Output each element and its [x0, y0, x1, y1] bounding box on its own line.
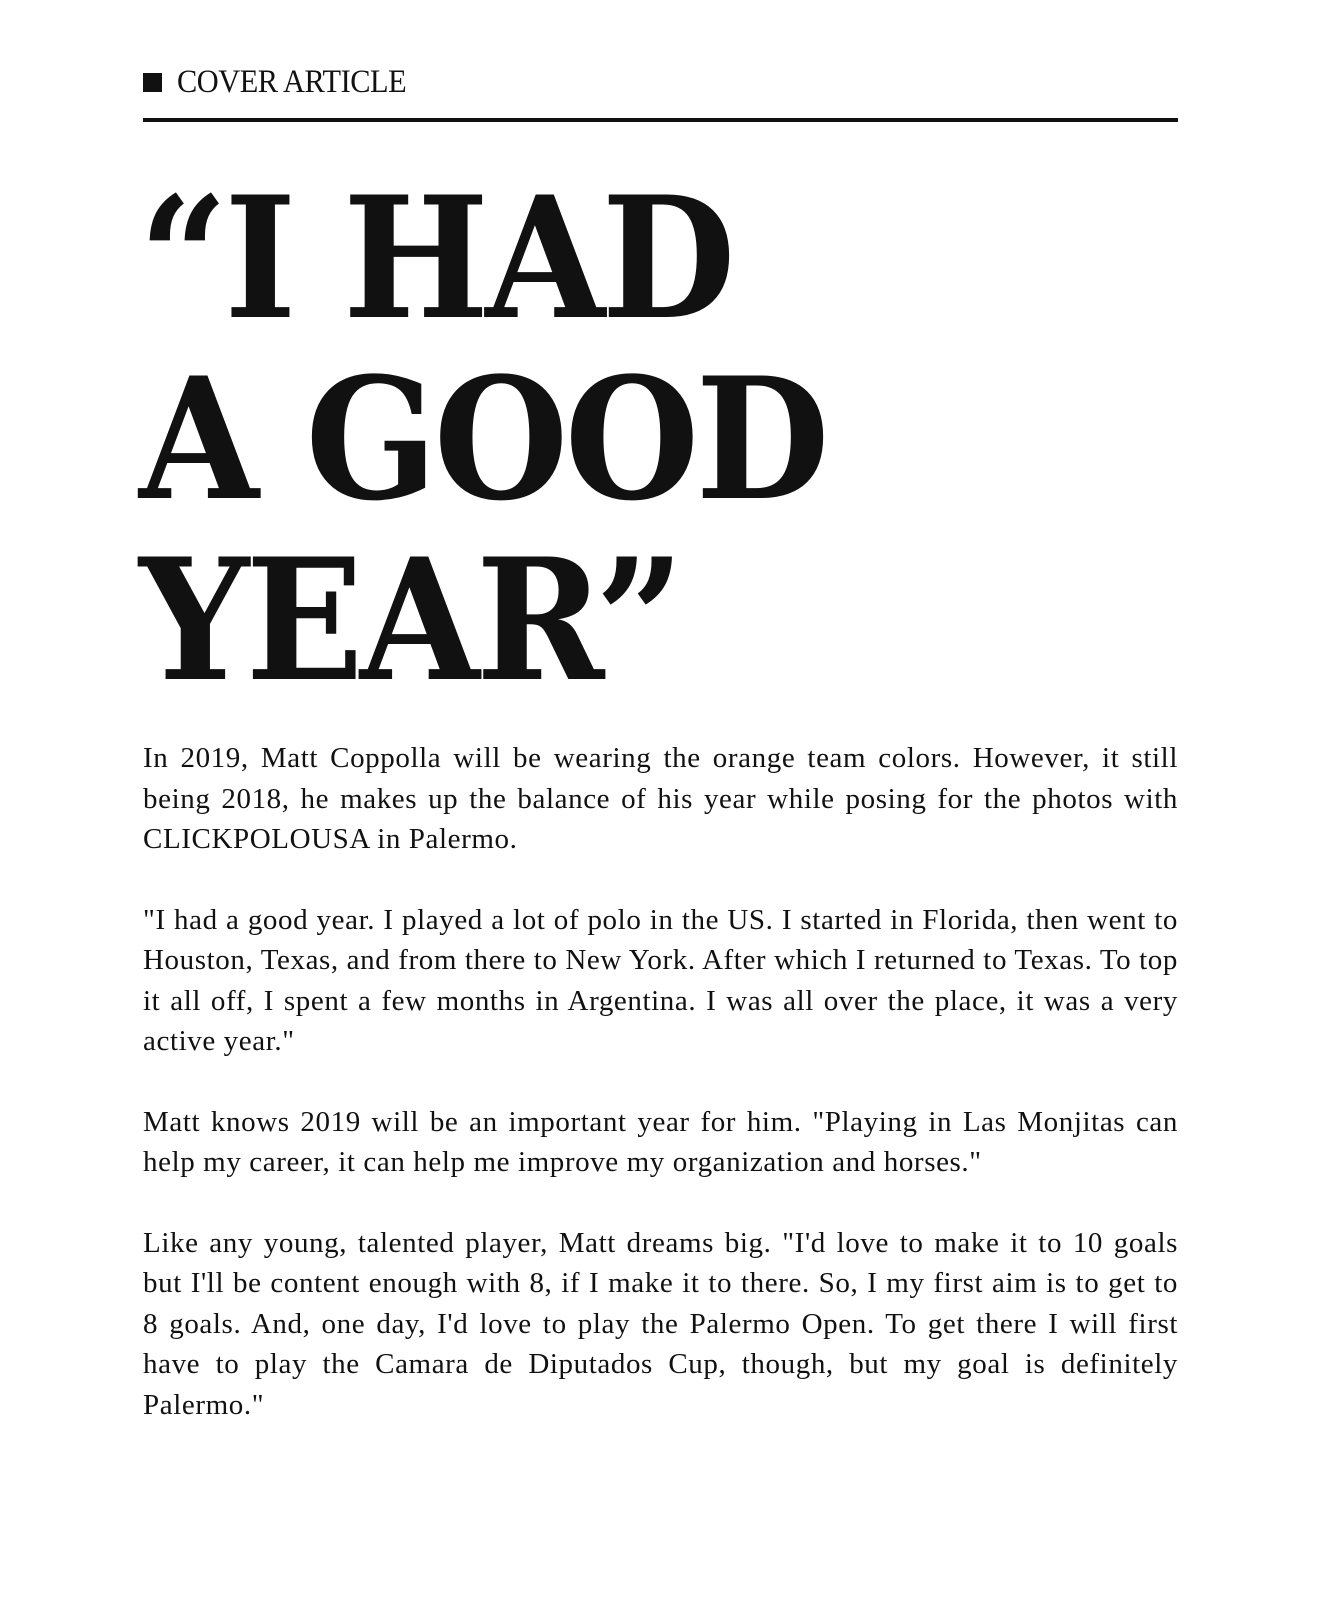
section-label: COVER ARTICLE [177, 63, 407, 100]
headline-line: “I HAD [139, 159, 732, 357]
headline-line: A GOOD [139, 340, 826, 538]
body-paragraph: Matt knows 2019 will be an important year for him. "Playing in Las Monjitas can help my career, it can help me improve my organization and horses." [143, 1105, 1178, 1178]
section-header [143, 62, 426, 102]
article-headline [139, 159, 826, 719]
square-bullet-icon [143, 73, 162, 92]
header-divider [143, 118, 1178, 122]
article-body [143, 738, 1178, 1465]
body-paragraph: Like any young, talented player, Matt dreams big. "I'd love to make it to 10 goals but I'll be content enough with 8, if I make it to there. So, I my first aim is to get to 8 goals. And, one day, I'd love to play the Palermo Open. To get there I will first have to play the Camara de Diputados Cup, though, but my goal is definitely Palermo." [143, 1226, 1178, 1421]
article-page [139, 0, 1178, 1600]
body-paragraph: In 2019, Matt Coppolla will be wearing the orange team colors. However, it still being 2018, he makes up the balance of his year while posing for the photos with CLICKPOLOUSA in Palermo. [143, 742, 1178, 855]
body-paragraph: "I had a good year. I played a lot of polo in the US. I started in Florida, then went to Houston, Texas, and from there to New York. After which I returned to Texas. To top it all off, I spent a few months in Argentina. I was all over the place, it was a very active year." [143, 903, 1178, 1057]
headline-line: YEAR” [139, 521, 681, 719]
